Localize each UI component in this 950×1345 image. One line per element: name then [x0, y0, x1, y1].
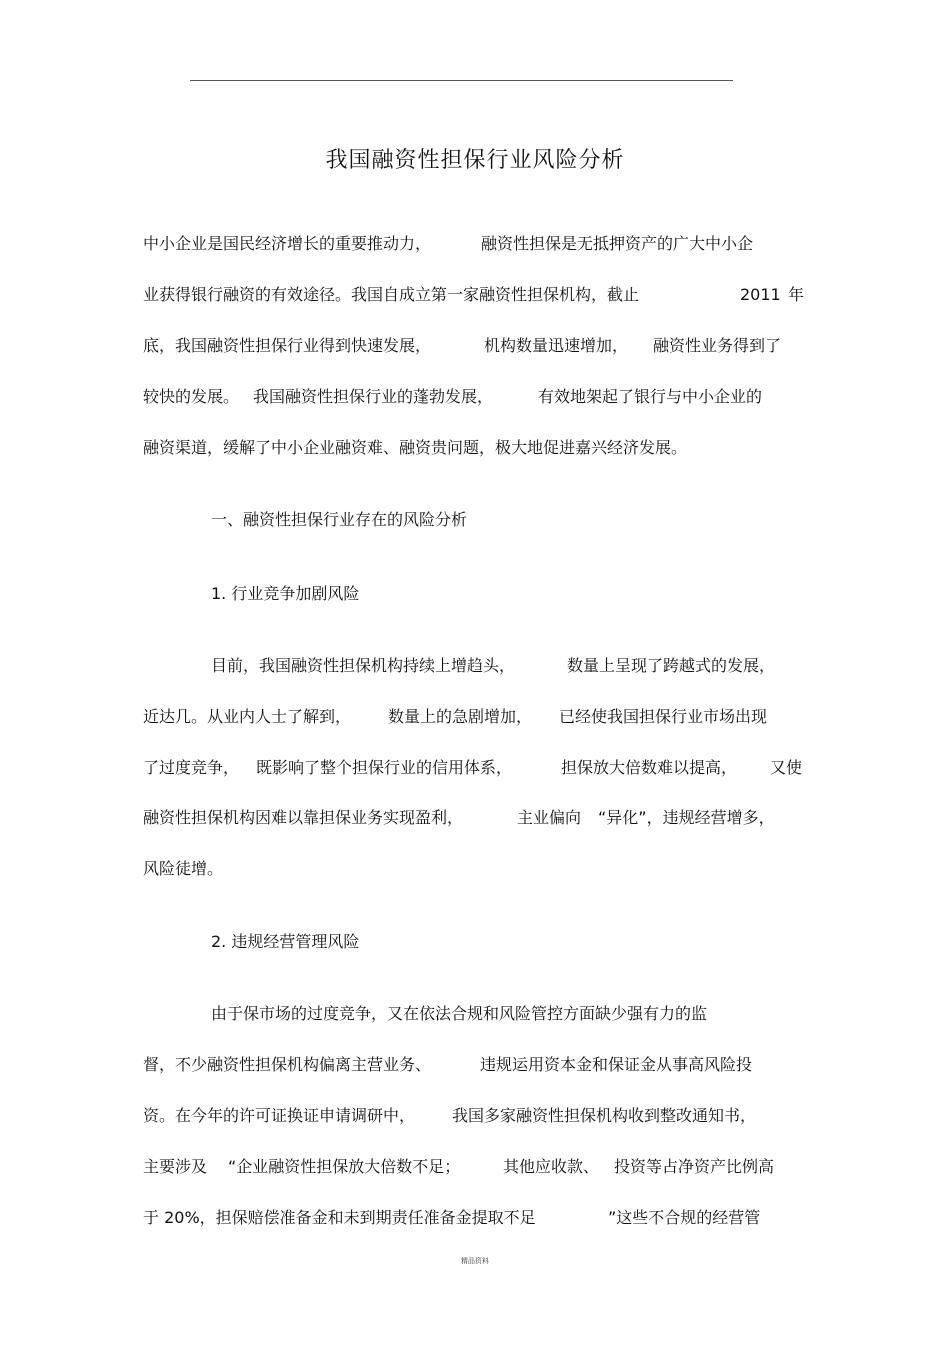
- text-fragment: 其他应收款、: [503, 1157, 600, 1176]
- text-fragment: 投资等占净资产比例高: [614, 1157, 775, 1176]
- text-fragment: 主业偏向: [517, 808, 582, 827]
- header-rule: [190, 80, 733, 81]
- text-fragment: 我国融资性担保行业的蓬勃发展，: [253, 387, 494, 406]
- page-footer: 精品资料: [461, 1257, 489, 1265]
- text-fragment: 底，我国融资性担保行业得到快速发展，: [143, 336, 432, 355]
- text-fragment: 督，不少融资性担保机构偏离主营业务、: [143, 1055, 432, 1074]
- text-fragment: 机构数量迅速增加，: [484, 336, 629, 355]
- page-title: 我国融资性担保行业风险分析: [325, 148, 625, 173]
- text-fragment: “企业融资性担保放大倍数不足；: [228, 1157, 461, 1176]
- text-fragment: 数量上的急剧增加，: [388, 707, 533, 726]
- text-fragment: 既影响了整个担保行业的信用体系，: [256, 758, 513, 777]
- text-fragment: 业获得银行融资的有效途径。我国自成立第一家融资性担保机构，截止: [143, 285, 640, 304]
- text-fragment: 融资性担保是无抵押资产的广大中小企: [481, 234, 754, 253]
- text-fragment: 违规运用资本金和保证金从事高风险投: [480, 1055, 753, 1074]
- section-heading: 一、融资性担保行业存在的风险分析: [211, 510, 468, 529]
- subsection-heading: 1. 行业竞争加剧风险: [211, 584, 360, 603]
- text-fragment: 又使: [770, 758, 803, 777]
- text-fragment: 担保放大倍数难以提高，: [561, 758, 738, 777]
- text-fragment: 融资性业务得到了: [653, 336, 782, 355]
- text-fragment: 近达几。从业内人士了解到，: [143, 707, 352, 726]
- text-fragment: 2011: [740, 285, 781, 304]
- text-fragment: 较快的发展。: [143, 387, 240, 406]
- text-fragment: 由于保市场的过度竞争，又在依法合规和风险管控方面缺少强有力的监: [211, 1004, 708, 1023]
- text-fragment: 风险徒增。: [143, 859, 224, 878]
- text-fragment: 融资性担保机构因难以靠担保业务实现盈利，: [143, 808, 464, 827]
- text-fragment: 目前，我国融资性担保机构持续上增趋头，: [211, 656, 516, 675]
- text-fragment: 年: [788, 285, 805, 304]
- text-fragment: “异化”，违规经营增多，: [598, 808, 775, 827]
- text-fragment: 有效地架起了银行与中小企业的: [538, 387, 763, 406]
- text-fragment: 资。在今年的许可证换证申请调研中，: [143, 1106, 416, 1125]
- text-fragment: 于 20%，担保赔偿准备金和未到期责任准备金提取不足: [143, 1208, 536, 1227]
- text-fragment: 已经使我国担保行业市场出现: [559, 707, 768, 726]
- subsection-heading: 2. 违规经营管理风险: [211, 932, 360, 951]
- text-fragment: 融资渠道，缓解了中小企业融资难、融资贵问题，极大地促进嘉兴经济发展。: [143, 438, 688, 457]
- text-fragment: 数量上呈现了跨越式的发展，: [567, 656, 776, 675]
- text-fragment: 中小企业是国民经济增长的重要推动力，: [143, 234, 432, 253]
- text-fragment: 了过度竞争，: [143, 758, 240, 777]
- text-fragment: 我国多家融资性担保机构收到整改通知书，: [452, 1106, 757, 1125]
- text-fragment: 主要涉及: [143, 1157, 208, 1176]
- text-fragment: ”这些不合规的经营管: [608, 1208, 761, 1227]
